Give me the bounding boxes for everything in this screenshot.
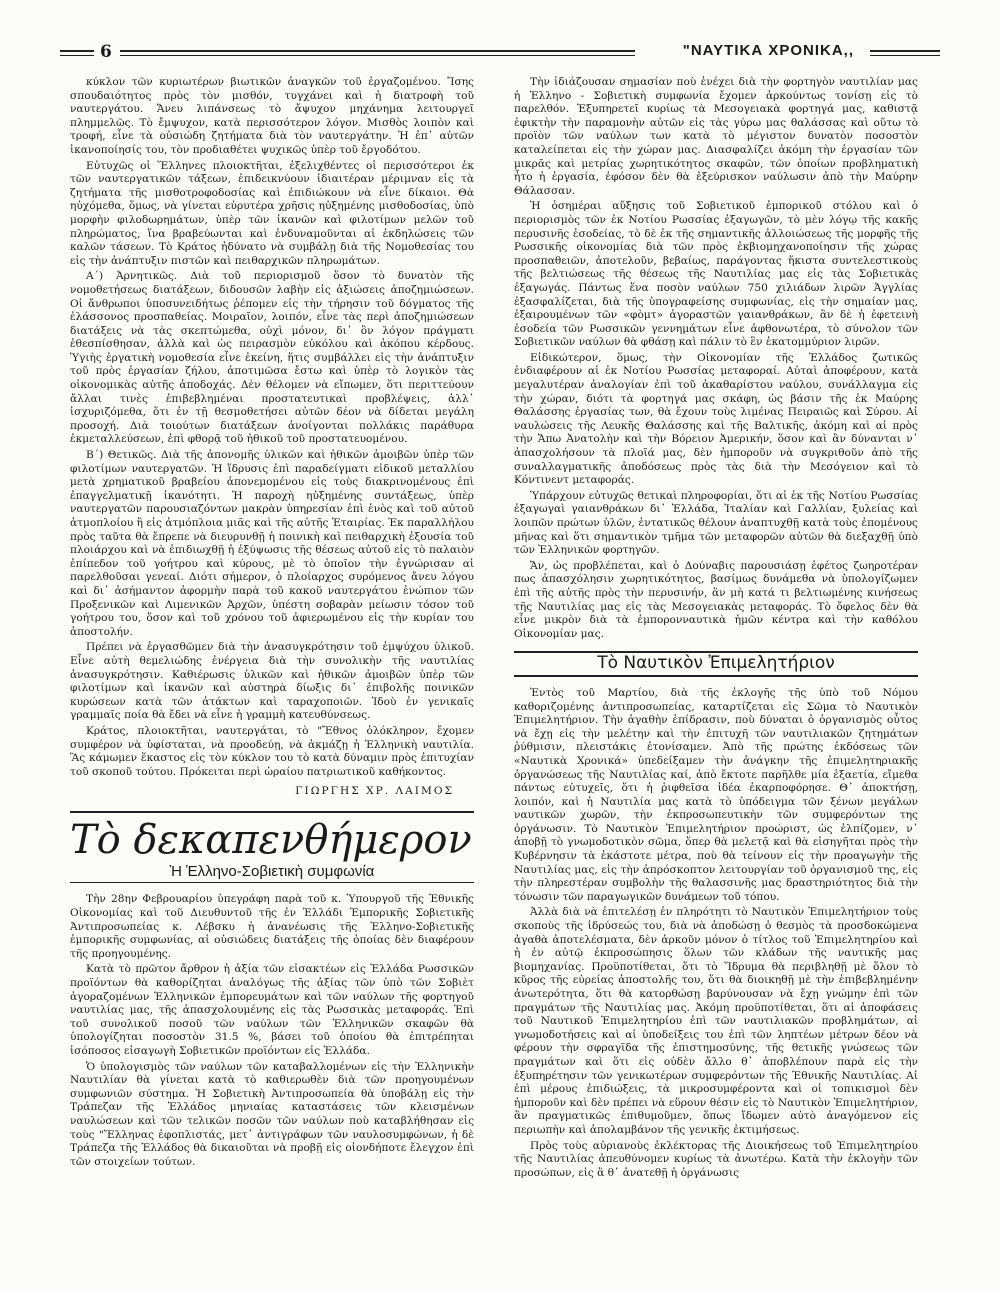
author-signature: ΓΙΩΡΓΗΣ ΧΡ. ΛΑΙΜΟΣ (295, 785, 454, 798)
paragraph: Εἰδικώτερον, ὅμως, τὴν Οἰκονομίαν τῆς Ἑλλάδος ζωτικῶς ἐνδιαφέρουν αἱ ἐκ Νοτίου Ρωσσίας μεταφοραί. Αὐταὶ ἀποφέρουν, κατὰ μεγαλυτέραν ἀναλογίαν ἐπὶ τοῦ ἀκαθαρίστου ναύλου, συνάλλαγμα εἰς τὴν χώραν, διότι τὰ φορτηγά μας σκάφη, ὡς βάσιν τῆς ἐκ Μαύρης Θαλάσσης ἐργασίας των, θὰ ἔχουν τοὺς λιμένας Πειραιῶς καὶ Σύρου. Αἱ ναυλώσεις τῆς Λευκῆς Θαλάσσης καὶ τῆς Βαλτικῆς, ἀκόμη καὶ αἱ πρὸς τὴν Ἄπω Ἀνατολὴν καὶ τὴν Βόρειον Ἀμερικήν, ὅσον καὶ ἂν δύνανται ν᾽ ἀπασχολήσουν τὰ πλοῖά μας, δὲν ἠμποροῦν νὰ συγκριθοῦν ἀπὸ τῆς συναλλαγματικῆς ἀποδόσεως πρὸς τὰς διὰ τὴν Μεσόγειον καὶ τὸ Κόντινεντ μεταφοράς. (514, 351, 918, 487)
page-header (60, 42, 940, 66)
paragraph: Α΄) Ἀρνητικῶς. Διὰ τοῦ περιορισμοῦ ὅσον τὸ δυνατὸν τῆς νομοθετήσεως διατάξεων, διδουσῶν λαβὴν εἰς ἀξιώσεις ἀποζημιώσεων. Οἱ ἄνθρωποι ὑποσυνειδήτως ῥέπομεν εἰς τὴν τήρησιν τοῦ δόγματος τῆς ἐλάσσονος προσπαθείας. Μοιραῖον, λοιπόν, εἶνε τὰς περὶ ἀποζημιώσεων διατάξεις νὰ τὰς σκεπτώμεθα, οὐχὶ μόνον, δι᾽ ὃν λόγον πράγματι ἐθεσπίσθησαν, ἀλλὰ καὶ ὡς πειρασμὸν εὐκόλου καὶ ἀκόπου κέρδους. Ὑγιὴς ἐργατικὴ νομοθεσία εἶνε ἐκείνη, ἥτις συμβάλλει εἰς τὴν ἀνάπτυξιν τοῦ πρὸς ἐργασίαν ζήλου, ἀποτιμῶσα ἔστω καὶ ὑπὲρ τὸ λογικὸν τὰς οἰκονομικὰς αὐτῆς ἀποδοχάς. Δὲν θέλομεν νὰ εἴπωμεν, ὅτι περιττεύουν ἄλλαι τινὲς ἐπιβεβλημέναι προστατευτικαὶ προβλέψεις, ἀλλ᾽ ἰσχυριζόμεθα, ὅτι ἐν τῇ θεσμοθετήσει αὐτῶν δέον νὰ δίδεται μεγάλη προσοχή. Διὰ τοιούτων διατάξεων ἀνοίγονται πολλάκις παράθυρα ἐκμεταλλεύσεων, ἐπὶ φθορᾷ τοῦ ἠθικοῦ τοῦ προστατευομένου. (70, 270, 474, 446)
section-title: Τὸ Ναυτικὸν Ἐπιμελητήριον (514, 651, 918, 677)
publication-title: "ΝΑΥΤΙΚΑ ΧΡΟΝΙΚΑ,, (682, 42, 854, 59)
right-column (514, 76, 918, 1182)
paragraph: Ὑπάρχουν εὐτυχῶς θετικαὶ πληροφορίαι, ὅτι αἱ ἐκ τῆς Νοτίου Ρωσσίας ἐξαγωγαὶ γαιανθράκων δι᾽ Ἑλλάδα, Ἰταλίαν καὶ Γαλλίαν, ξυλείας καὶ λοιπῶν πρώτων ὑλῶν, ἐντατικῶς θέλουν ἀναπτυχθῇ κατὰ τοὺς ἐπομένους μῆνας καὶ ὅτι σημαντικὸν τμῆμα τῶν μεταφορῶν αὐτῶν θὰ διεξαχθῇ ὑπὸ τῶν Ἑλληνικῶν φορτηγῶν. (514, 489, 918, 557)
article-title: Ἡ Ἑλληνο-Σοβιετικὴ συμφωνία (70, 865, 474, 884)
paragraph: Πρέπει νὰ ἐργασθῶμεν διὰ τὴν ἀνασυγκρότησιν τοῦ ἐμψύχου ὑλικοῦ. Εἶνε αὐτὴ θεμελιώδης ἐνέργεια διὰ τὴν συνολικὴν τῆς ναυτιλίας ἀνασυγκρότησιν. Καθιέρωσις ὑλικῶν καὶ ἠθικῶν ἀμοιβῶν ὑπὲρ τῶν φιλοτίμων καὶ ἱκανῶν καὶ αὐστηρὰ δίωξις δι᾽ ἐπιβολῆς ποινικῶν κυρώσεων κατὰ τῶν ἀτάκτων καὶ ταραχοποιῶν. Ἰδοὺ ἐν γενικαῖς γραμμαῖς ποία θὰ ἔδει νὰ εἶνε ἡ γραμμὴ κατευθύνσεως. (70, 641, 474, 722)
paragraph: Κράτος, πλοιοκτῆται, ναυτεργάται, τὸ "Ἔθνος ὁλόκληρον, ἔχομεν συμφέρον νὰ ὑφίσταται, νὰ προοδεύῃ, νὰ ἀκμάζῃ ἡ Ἑλληνικὴ ναυτιλία. Ἂς κάμωμεν ἕκαστος εἰς τὸν κύκλον του τὸ κατὰ δύναμιν πρὸς ἐπιτυχίαν τοῦ σκοποῦ τούτου. Πρόκειται περὶ ὡραίου πατριωτικοῦ καθήκοντος. (70, 724, 474, 778)
paragraph: Ἡ ὁσημέραι αὔξησις τοῦ Σοβιετικοῦ ἐμπορικοῦ στόλου καὶ ὁ περιορισμὸς τῶν ἐκ Νοτίου Ρωσσίας ἐξαγωγῶν, τὸ μὲν λόγῳ τῆς κακῆς περυσινῆς ἐσοδείας, τὸ δὲ ἐκ τῆς σημαντικῆς ἀλλοιώσεως τῆς μορφῆς τῆς Ρωσσικῆς οἰκονομίας διὰ τῶν πρὸς ἐκβιομηχανοποίησιν τῆς χώρας προσπαθειῶν, ἀποτελοῦν, βεβαίως, παράγοντας ἥκιστα συντελεστικοὺς τῆς βελτιώσεως τῆς θέσεως τῆς Ναυτιλίας μας εἰς τὰς Σοβιετικὰς ἐξαγωγάς. Πάντως ἕνα ποσὸν ναύλων 750 χιλιάδων λιρῶν Ἀγγλίας ἐξασφαλίζεται, διὰ τῆς ὑπογραφείσης συμφωνίας, εἰς τὴν σημαίαν μας, ἐξαιρουμένων τῶν «φὸμτ» ἀγοραστῶν γαιανθράκων, ἂν δὲ ἡ ἐφετεινὴ ἐσοδεία τῶν Ρωσσικῶν γεννημάτων εἶνε ἀφθονωτέρα, τὸ σύνολον τῶν Σοβιετικῶν ναύλων θὰ φθάσῃ καὶ πάλιν τὸ ἓν ἑκατομμύριον λιρῶν. (514, 200, 918, 349)
header-rule (870, 50, 940, 56)
paragraph: Β΄) Θετικῶς. Διὰ τῆς ἀπονομῆς ὑλικῶν καὶ ἠθικῶν ἀμοιβῶν ὑπὲρ τῶν φιλοτίμων ναυτεργατῶν. Ἡ ἵδρυσις ἐπὶ παραδείγματι εἰδικοῦ μεταλλίου μετὰ χρηματικοῦ βραβείου ἀπονεμομένου εἰς τοὺς διακρινομένους ἐπὶ ἐπαγγελματικῇ ἱκανότητι. Ἡ παροχὴ ηὐξημένης συντάξεως, ὑπὲρ ναυτεργατῶν παρουσιαζόντων μακρὰν ὑπηρεσίαν ἐπὶ ἑνὸς καὶ τοῦ αὐτοῦ ἀτμοπλοίου ἢ εἰς ἀτμόπλοια μιᾶς καὶ τῆς αὐτῆς Ἑταιρίας. Ἐκ παραλλήλου πρὸς ταῦτα θὰ ἔπρεπε νὰ διευρυνθῇ ἡ ποινικὴ καὶ πειθαρχικὴ ἐξουσία τοῦ πλοιάρχου καὶ νὰ ἐπιδιωχθῇ ἡ ἐξύψωσις τῆς θέσεως αὐτοῦ εἰς τὸ παλαιὸν ἐπίπεδον τοῦ γοήτρου καὶ κύρους, μὲ τὸ ὁποῖον τὴν ἐγνώρισαν αἱ παρελθοῦσαι γενεαί. Διότι σήμερον, ὁ πλοίαρχος συρόμενος ἄνευ λόγου καὶ δι᾽ ἀσήμαντον ἀφορμὴν παρὰ τοῦ κακοῦ ναυτεργάτου ἐνώπιον τῶν Προξενικῶν καὶ Λιμενικῶν Ἀρχῶν, ὑπέστη σοβαρὰν μείωσιν τόσον τοῦ γοήτρου του, ὅσον καὶ τοῦ χρόνου τοῦ ἀφιερωμένου εἰς τὴν κυρίαν του ἀποστολήν. (70, 449, 474, 638)
column-title: Τὸ δεκαπενθήμερον (70, 811, 474, 863)
header-rule (60, 50, 94, 56)
paragraph: Ἐντὸς τοῦ Μαρτίου, διὰ τῆς ἐκλογῆς τῆς ὑπὸ τοῦ Νόμου καθοριζομένης ἀντιπροσωπείας, καταρτίζεται εἰς Σῶμα τὸ Ναυτικὸν Ἐπιμελητήριον. Τὴν ἀγαθὴν ἐπίδρασιν, ποὺ δύναται ὁ ὀργανισμὸς οὗτος νὰ ἔχῃ εἰς τὴν μελέτην καὶ τὴν ἐπιτυχῆ τῶν ναυτιλιακῶν ζητημάτων ῥύθμισιν, πλειστάκις ἐτονίσαμεν. Ἀπὸ τῆς πρώτης ἐκδόσεως τῶν «Ναυτικὰ Χρονικά» ὑπεδείξαμεν τὴν ἀνάγκην τῆς ἐπιμελητηριακῆς ὀργανώσεως τῆς Ναυτιλίας καί, ἀπὸ ἔκτοτε παρῆλθε μία ἑξαετία, εἴμεθα πάντως εὐτυχεῖς, ὅτι ἡ ῥιφθεῖσα ἰδέα ἐκαρποφόρησε. Θ᾽ ἀποκτήσῃ, λοιπόν, καὶ ἡ Ναυτιλία μας κατὰ τὸ ὑπόδειγμα τῶν ξένων μεγάλων ναυτικῶν χωρῶν, τὴν ἐκπροσωπευτικὴν τῶν συμφερόντων της ὀργάνωσιν. Τὸ Ναυτικὸν Ἐπιμελητήριον προώριστ, ὡς ἐλπίζομεν, ν᾽ ἀποβῇ τὸ γνωμοδοτικὸν σῶμα, ὅπερ θὰ μελετᾷ καὶ θὰ εἰσηγῆται πρὸς τὴν Κυβέρνησιν τὰ ἑκάστοτε μέτρα, ποὺ θὰ τείνουν εἰς τὴν προαγωγὴν τῆς Ναυτιλίας μας, εἰς τὴν ἀπρόσκοπτον λειτουργίαν τοῦ ὀργανισμοῦ της, εἰς τὴν πληρεστέραν συμβολὴν τῆς θαλασσινῆς μας δραστηριότητος διὰ τὴν τόνωσιν τῶν παραγωγικῶν δυνάμεων τοῦ τόπου. (514, 686, 918, 903)
page-number: 6 (100, 42, 112, 62)
paragraph: Πρὸς τοὺς αὐριανοὺς ἐκλέκτορας τῆς Διοικήσεως τοῦ Ἐπιμελητηρίου τῆς Ναυτιλίας ἀπευθύνομεν κυρίως τὰ ἀνωτέρω. Κατὰ τὴν ἐκλογὴν τῶν προσώπων, εἰς ἃ θ᾽ ἀνατεθῇ ἡ ὀργάνωσις (514, 1139, 918, 1179)
left-column (70, 76, 474, 1171)
paragraph: Ἀλλὰ διὰ νὰ ἐπιτελέσῃ ἐν πληρότητι τὸ Ναυτικὸν Ἐπιμελητήριον τοὺς σκοποὺς τῆς ἱδρύσεώς του, διὰ νὰ ἀποδώσῃ ὁ θεσμὸς τὰ προσδοκώμενα ἀγαθὰ ἀποτελέσματα, δὲν ἀρκοῦν μόνον ὁ τίτλος τοῦ Ἐπιμελητηρίου καὶ ἡ ἐν αὐτῷ ἐκπροσώπησις ὅλων τῶν κλάδων τῆς ναυτικῆς μας βιομηχανίας. Προϋποτίθεται, ὅτι τὸ Ἵδρυμα θὰ περιβληθῇ μὲ ὅλον τὸ κῦρος τῆς εὐρείας ἀποστολῆς του, ὅτι θὰ διοικηθῇ μὲ τὴν ἐπιβεβλημένην ἀνωτερότητα, ὅτι θὰ κατορθώσῃ βαρύνουσαν νὰ ἔχῃ γνώμην ἐπὶ τῶν πραγμάτων τῆς Ναυτιλίας μας. Ἀκόμη προϋποτίθεται, ὅτι αἱ ἀποφάσεις τοῦ Ναυτικοῦ Ἐπιμελητηρίου ἐπὶ τῶν ναυτιλιακῶν προβλημάτων, αἱ γνωμοδοτήσεις καὶ αἱ ὑποδείξεις του ἐπὶ τῶν ληπτέων μέτρων δέον νὰ φέρουν τὴν σφραγῖδα τῆς ἐπιστημοσύνης, τῆς θετικῆς γνώσεως τῶν πραγμάτων καὶ ὅτι εἰς οὐδὲν ἄλλο θ᾽ ἀποβλέπουν παρὰ εἰς τὴν ἐξυπηρέτησιν τῶν γενικωτέρων συμφερόντων τῆς Ἐθνικῆς Ναυτιλίας. Αἱ ἐπὶ μέρους ἐπιδιώξεις, τὰ μικροσυμφέροντα καὶ οἱ τοπικισμοὶ δὲν ἠμποροῦν καὶ δὲν πρέπει νὰ εὕρουν θέσιν εἰς τὸ Ναυτικὸν Ἐπιμελητήριον, ἂν πραγματικῶς ἐπιθυμοῦμεν, ὅπως ἴδωμεν αὐτὸ ἀναγόμενον εἰς περιωπὴν καὶ ἀπολαμβάνον τῆς γενικῆς ἐκτιμήσεως. (514, 906, 918, 1136)
paragraph: Ὁ ὑπολογισμὸς τῶν ναύλων τῶν καταβαλλομένων εἰς τὴν Ἑλληνικὴν Ναυτιλίαν θὰ γίνεται κατὰ τὸ καθιερωθὲν διὰ τῶν προηγουμένων συμφωνιῶν σύστημα. Ἡ Σοβιετικὴ Ἀντιπροσωπεία θὰ ὑποβάλῃ εἰς τὴν Τράπεζαν τῆς Ἑλλάδος μηνιαίας καταστάσεις τῶν κλεισμένων ναυλώσεων καὶ τῶν τελικῶν ποσῶν τῶν ναύλων ποὺ καταβλήθησαν εἰς τοὺς "Ἕλληνας ἐφοπλιστάς, μετ᾽ ἀντιγράφων τῶν ναυλοσυμφώνων, ἡ δὲ Τράπεζα τῆς Ἑλλάδος θὰ δικαιοῦται νὰ προβῇ εἰς οἱονδήποτε ἔλεγχον ἐπὶ τῶν στοιχείων τούτων. (70, 1060, 474, 1168)
paragraph: κύκλον τῶν κυριωτέρων βιωτικῶν ἀναγκῶν τοῦ ἐργαζομένου. Ἴσης σπουδαιότητος πρὸς τὸν μισθόν, τυγχάνει καὶ ἡ διατροφὴ τοῦ ναυτεργάτου. Ἄνευ λιπάνσεως τὸ ἄψυχον μηχάνημα λειτουργεῖ πλημμελῶς. Τὸ ἔμψυχον, κατὰ περισσότερον λόγον. Μισθὸς λοιπὸν καὶ τροφή, εἶνε τὰ οὐσιώδη ζητήματα διὰ τὸν ναυτεργάτην. Ἡ ἐπ᾽ αὐτῶν ἱκανοποίησίς του, τὸν προδιαθέτει ψυχικῶς ὑπὲρ τοῦ ἔργοδότου. (70, 76, 474, 156)
paragraph: Τὴν ἰδιάζουσαν σημασίαν ποὺ ἐνέχει διὰ τὴν φορτηγὸν ναυτιλίαν μας ἡ Ἑλληνο - Σοβιετικὴ συμφωνία ἔχομεν ἀρκούντως τονίσῃ εἰς τὸ παρελθόν. Ἐξυπηρετεῖ κυρίως τὰ Μεσογειακὰ φορτηγά μας, καθιστᾷ ἐφικτὴν τὴν παραμονὴν αὐτῶν εἰς τὰς γύρω μας θαλάσσας καὶ οὕτω τὸ προϊὸν τῶν ναύλων των κατὰ τὸ μέγιστον δυνατὸν ποσοστὸν καταλείπεται εἰς τὴν χώραν μας. Διασφαλίζει ἀκόμη τὴν ἐργασίαν τῶν μικρᾶς καὶ μετρίας χωρητικότητος σκαφῶν, τῶν ὁποίων προβληματικὴ ἦτο ἡ ἐργασία, ἐφόσον δὲν θὰ ἐξεύρισκον ναύλωσιν ἀπὸ τὴν Μαύρην Θάλασσαν. (514, 76, 918, 197)
header-rule (120, 50, 635, 56)
paragraph: Ἄν, ὡς προβλέπεται, καὶ ὁ Δούναβις παρουσιάσῃ ἐφέτος ζωηροτέραν πως ἀπασχόλησιν χωρητικότητος, βασίμως δυνάμεθα νὰ ὑπολογίζωμεν ἐπὶ τῆς αὐτῆς πρὸς τὴν περυσινήν, ἂν μὴ κατά τι βελτιωμένης κινήσεως τῆς Ναυτιλίας μας εἰς τὰς Μεσογειακὰς μεταφοράς. Τὸ ὄφελος δὲν θὰ εἶνε μικρὸν διὰ τὰ ἐμπορονναυτικὰ ἡμῶν κέντρα καὶ τὴν καθόλου Οἰκονομίαν μας. (514, 559, 918, 640)
paragraph: Τὴν 28ην Φεβρουαρίου ὑπεγράφη παρὰ τοῦ κ. Ὑπουργοῦ τῆς Ἐθνικῆς Οἰκονομίας καὶ τοῦ Διευθυντοῦ τῆς ἐν Ἑλλάδι Ἐμπορικῆς Σοβιετικῆς Ἀντιπροσωπείας κ. Λέβσκυ ἡ ἀνανέωσις τῆς Ἑλληνο-Σοβιετικῆς ἐμπορικῆς συμφωνίας, αἱ οὐσιώδεις διατάξεις τῆς ὁποίας δὲν διαφέρουν τῆς προηγουμένης. (70, 893, 474, 960)
paragraph: Εὐτυχῶς οἱ Ἕλληνες πλοιοκτῆται, ἐξελιχθέντες οἱ περισσότεροι ἐκ τῶν ναυτεργατικῶν τάξεων, ἐπιδεικνύουν ἰδιαιτέραν μέριμναν εἰς τὰ ζητήματα τῆς μισθοτροφοδοσίας καὶ ἐπιδιώκουν νὰ εἶνε δίκαιοι. Θὰ ηὐχόμεθα, ὅμως, νὰ γίνεται εὐρυτέρα χρῆσις ηὐξημένης μισθοδοσίας, ὑπὸ μορφὴν φιλοδωρημάτων, ὑπὲρ τῶν ἱκανῶν καὶ φιλοτίμων μελῶν τοῦ πληρώματος, ἵνα βραβεύωνται καὶ ἐνδυναμοῦνται αἱ ἐκδηλώσεις τῶν καλῶν τάσεων. Τὸ Κράτος ἠδύνατο νὰ συμβάλῃ διὰ τῆς Νομοθεσίας του εἰς τὴν ἀνάπτυξιν πιστῶν καὶ πειθαρχικῶν πληρωμάτων. (70, 159, 474, 267)
paragraph: Κατὰ τὸ πρῶτον ἄρθρον ἡ ἀξία τῶν εἰσακτέων εἰς Ἑλλάδα Ρωσσικῶν προϊόντων θὰ καθορίζηται ἀναλόγως τῆς ἀξίας τῶν ὑπὸ τῶν Σοβιὲτ ἀγοραζομένων Ἑλληνικῶν ἐμπορευμάτων καὶ τῶν ναύλων τῆς φορτηγοῦ ναυτιλίας μας, τῆς ἀπασχολουμένης εἰς τὰς Ρωσσικὰς μεταφοράς. Ἐπὶ τοῦ συνολικοῦ ποσοῦ τῶν ναύλων τῶν Ἑλληνικῶν σκαφῶν θὰ ὑπολογίζηται ποσοστὸν 31.5 %, βάσει τοῦ ὁποίου θὰ ἐπιτρέπηται ἰσόποσος εἰσαγωγὴ Σοβιετικῶν προϊόντων εἰς Ἑλλάδα. (70, 963, 474, 1057)
